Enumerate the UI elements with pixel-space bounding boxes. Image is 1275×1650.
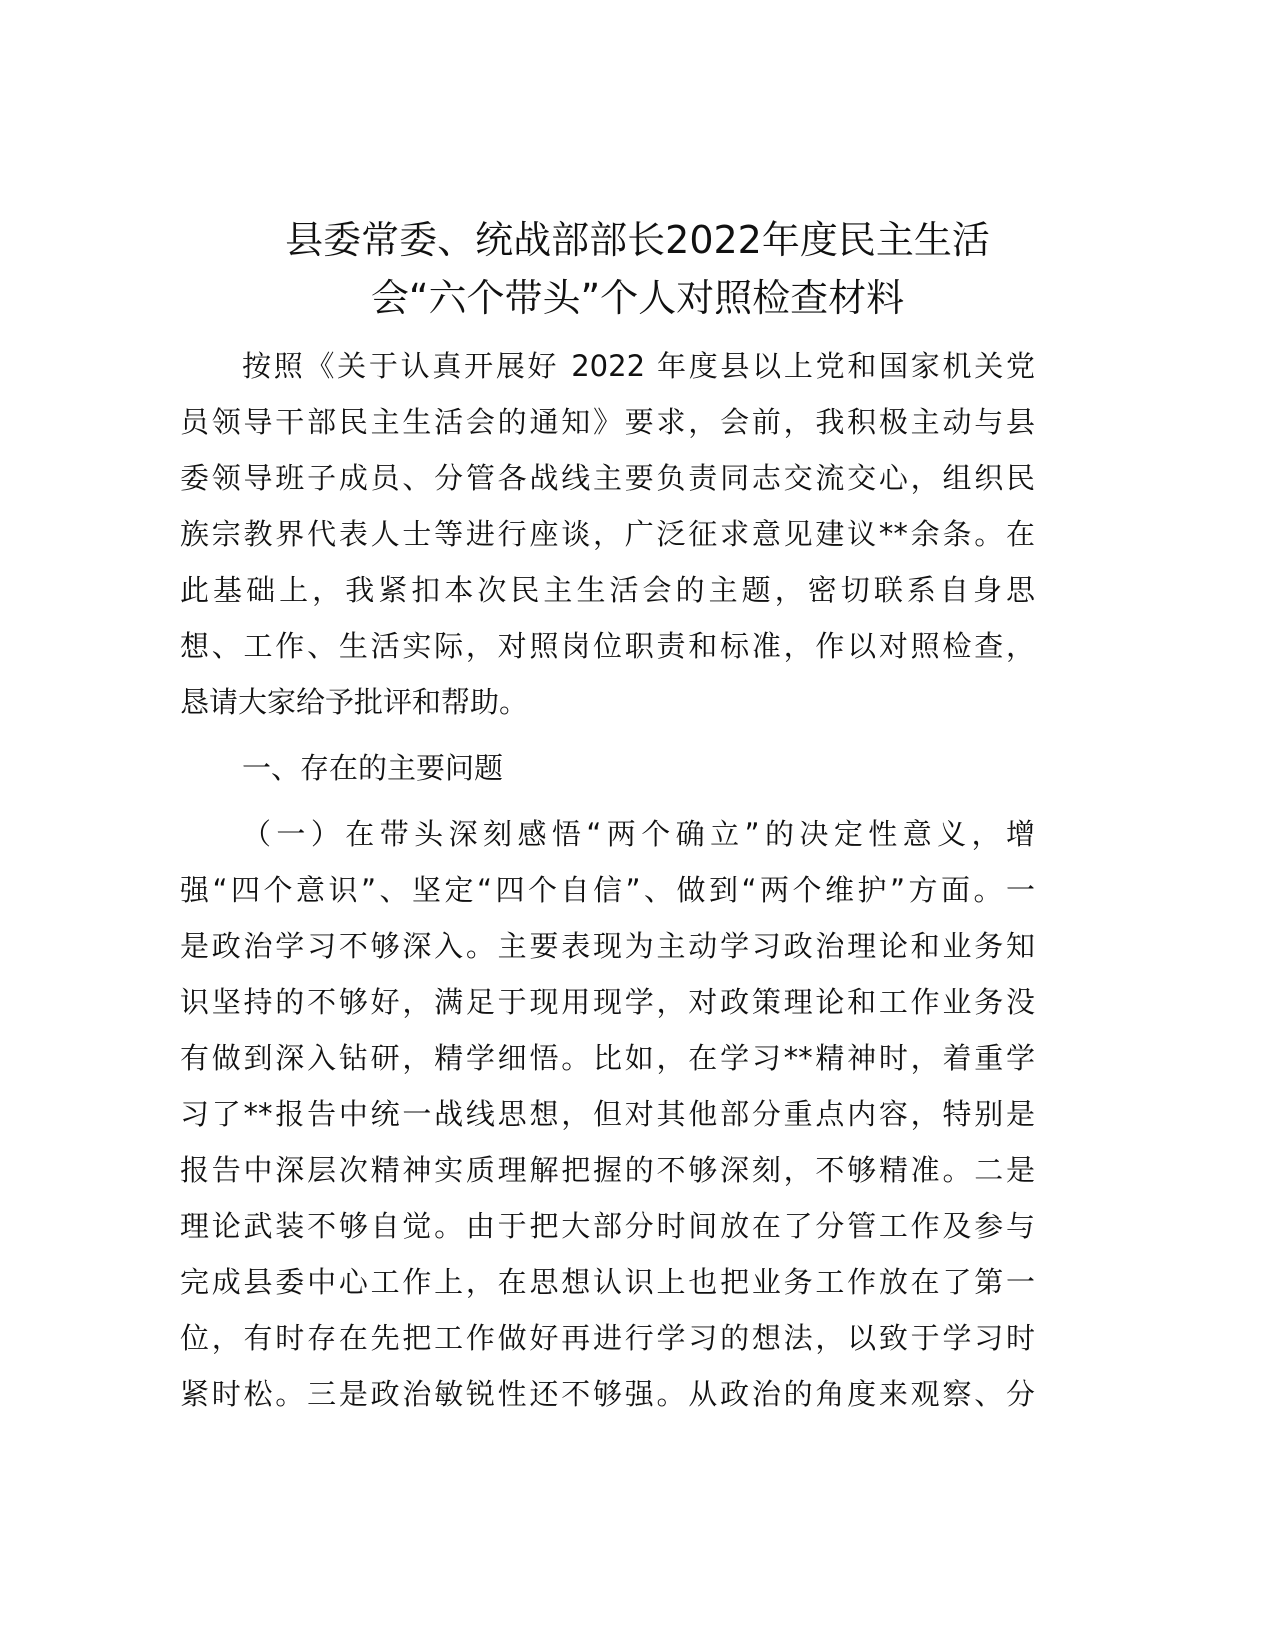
text-line: 强“四个意识”、坚定“四个自信”、做到“两个维护”方面。一 xyxy=(180,873,1035,907)
text-line: 报告中深层次精神实质理解把握的不够深刻，不够精准。二是 xyxy=(180,1153,1035,1187)
text-line: 委领导班子成员、分管各战线主要负责同志交流交心，组织民 xyxy=(180,461,1035,495)
text-line: 有做到深入钻研，精学细悟。比如，在学习**精神时，着重学 xyxy=(180,1041,1035,1075)
text-line: 恳请大家给予批评和帮助。 xyxy=(180,685,529,719)
text-line: 员领导干部民主生活会的通知》要求，会前，我积极主动与县 xyxy=(180,405,1035,439)
text-line: 完成县委中心工作上，在思想认识上也把业务工作放在了第一 xyxy=(180,1265,1035,1299)
section-1-paragraph xyxy=(180,806,1035,1422)
text-line: 族宗教界代表人士等进行座谈，广泛征求意见建议**余条。在 xyxy=(180,517,1035,551)
intro-paragraph xyxy=(180,338,1035,730)
text-line: （一）在带头深刻感悟“两个确立”的决定性意义，增 xyxy=(242,817,1035,851)
text-line: 紧时松。三是政治敏锐性还不够强。从政治的角度来观察、分 xyxy=(180,1377,1035,1411)
text-line: 理论武装不够自觉。由于把大部分时间放在了分管工作及参与 xyxy=(180,1209,1035,1243)
text-line: 习了**报告中统一战线思想，但对其他部分重点内容，特别是 xyxy=(180,1097,1035,1131)
text-line: 识坚持的不够好，满足于现用现学，对政策理论和工作业务没 xyxy=(180,985,1035,1019)
text-line: 想、工作、生活实际，对照岗位职责和标准，作以对照检查， xyxy=(180,629,1035,663)
text-line: 此基础上，我紧扣本次民主生活会的主题，密切联系自身思 xyxy=(180,573,1035,607)
text-line: 是政治学习不够深入。主要表现为主动学习政治理论和业务知 xyxy=(180,929,1035,963)
section-heading: 一、存在的主要问题 xyxy=(242,751,504,785)
text-line: 按照《关于认真开展好 2022 年度县以上党和国家机关党 xyxy=(242,349,1035,383)
document-title-line-2: 会“六个带头”个人对照检查材料 xyxy=(370,276,905,320)
text-line: 位，有时存在先把工作做好再进行学习的想法，以致于学习时 xyxy=(180,1321,1035,1355)
document-body xyxy=(180,338,1035,1422)
document-title-line-1: 县委常委、统战部部长2022年度民主生活 xyxy=(285,218,990,262)
